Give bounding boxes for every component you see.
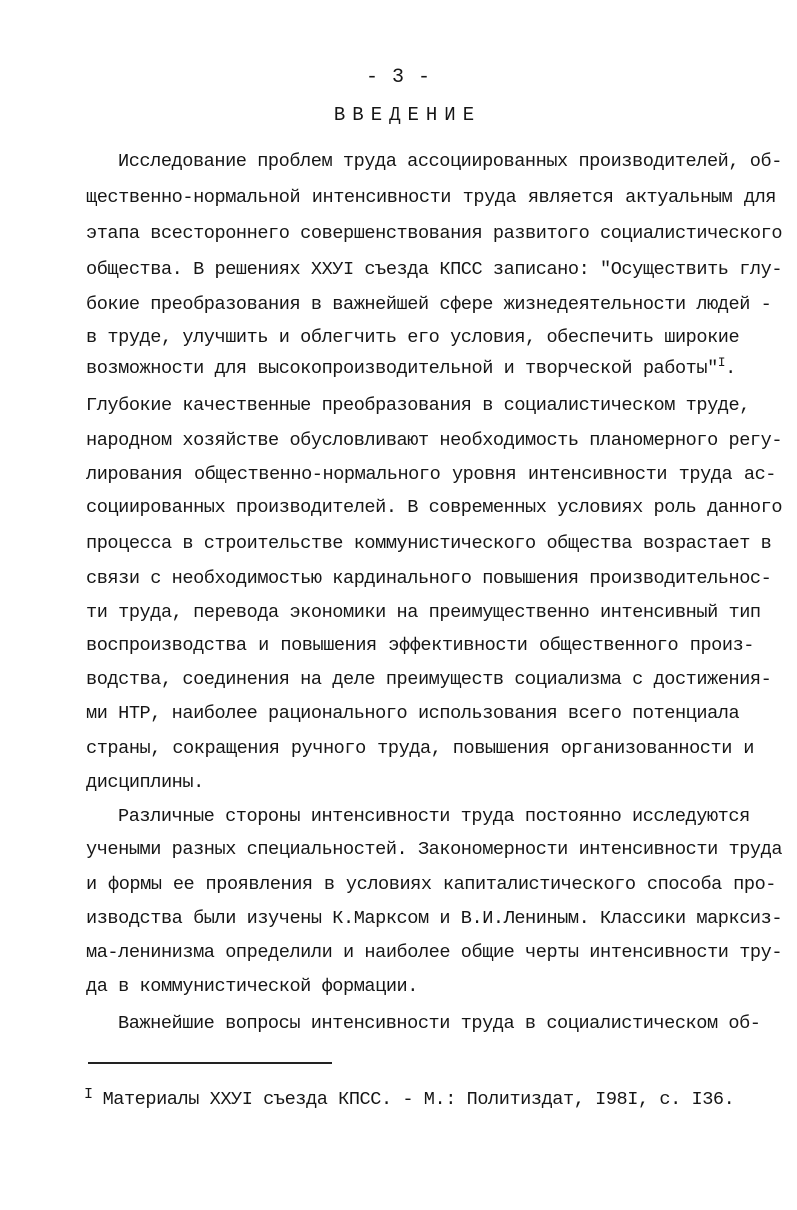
text-line: воспроизводства и повышения эффективности общественного произ- bbox=[86, 635, 754, 656]
text-line-with-footnote-ref bbox=[86, 357, 776, 381]
text-line: этапа всестороннего совершенствования развитого социалистического bbox=[86, 223, 783, 244]
text-line: Важнейшие вопросы интенсивности труда в социалистическом об- bbox=[118, 1013, 761, 1034]
text-line: изводства были изучены К.Марксом и В.И.Лениным. Классики марксиз- bbox=[86, 908, 783, 929]
page-number: - 3 - bbox=[365, 66, 431, 89]
text-line: ми НТР, наиболее рационального использования всего потенциала bbox=[86, 703, 740, 724]
text-line: ма-ленинизма определили и наиболее общие черты интенсивности тру- bbox=[86, 942, 783, 963]
text-line: в труде, улучшить и облегчить его условия, обеспечить широкие bbox=[86, 327, 740, 348]
footnote-reference: I bbox=[717, 355, 726, 370]
text-line: Исследование проблем труда ассоциированных производителей, об- bbox=[118, 151, 782, 172]
section-title: ВВЕДЕНИЕ bbox=[333, 104, 482, 126]
text-line: связи с необходимостью кардинального повышения производительнос- bbox=[86, 568, 772, 589]
text-line: процесса в строительстве коммунистического общества возрастает в bbox=[86, 533, 772, 554]
text-line: общества. В решениях XXУI съезда КПСС записано: "Осуществить глу- bbox=[86, 259, 783, 280]
text-line: дисциплины. bbox=[86, 772, 204, 793]
text-line: Глубокие качественные преобразования в социалистическом труде, bbox=[86, 395, 750, 416]
footnote-mark: I bbox=[84, 1086, 93, 1103]
text-line: возможности для высокопроизводительной и творческой работы" bbox=[86, 358, 718, 379]
text-line: народном хозяйстве обусловливают необходимость планомерного регу- bbox=[86, 430, 783, 451]
footnote bbox=[84, 1083, 744, 1112]
text-line: и формы ее проявления в условиях капиталистического способа про- bbox=[86, 874, 776, 895]
text-line: щественно-нормальной интенсивности труда является актуальным для bbox=[86, 187, 776, 208]
footnote-reference-tail: . bbox=[725, 358, 736, 379]
text-line: страны, сокращения ручного труда, повышения организованности и bbox=[86, 738, 754, 759]
text-line: да в коммунистической формации. bbox=[86, 976, 418, 997]
text-line: ти труда, перевода экономики на преимущественно интенсивный тип bbox=[86, 602, 761, 623]
text-line: учеными разных специальностей. Закономерности интенсивности труда bbox=[86, 839, 783, 860]
text-line: Различные стороны интенсивности труда постоянно исследуются bbox=[118, 806, 750, 827]
footnote-separator bbox=[88, 1062, 332, 1064]
text-line: лирования общественно-нормального уровня интенсивности труда ас- bbox=[86, 464, 776, 485]
footnote-text: Материалы XXУI съезда КПСС. - М.: Политиздат, I98I, с. I36. bbox=[102, 1089, 735, 1110]
text-line: бокие преобразования в важнейшей сфере жизнедеятельности людей - bbox=[86, 294, 772, 315]
text-line: социированных производителей. В современных условиях роль данного bbox=[86, 497, 783, 518]
text-line: водства, соединения на деле преимуществ социализма с достижения- bbox=[86, 669, 772, 690]
